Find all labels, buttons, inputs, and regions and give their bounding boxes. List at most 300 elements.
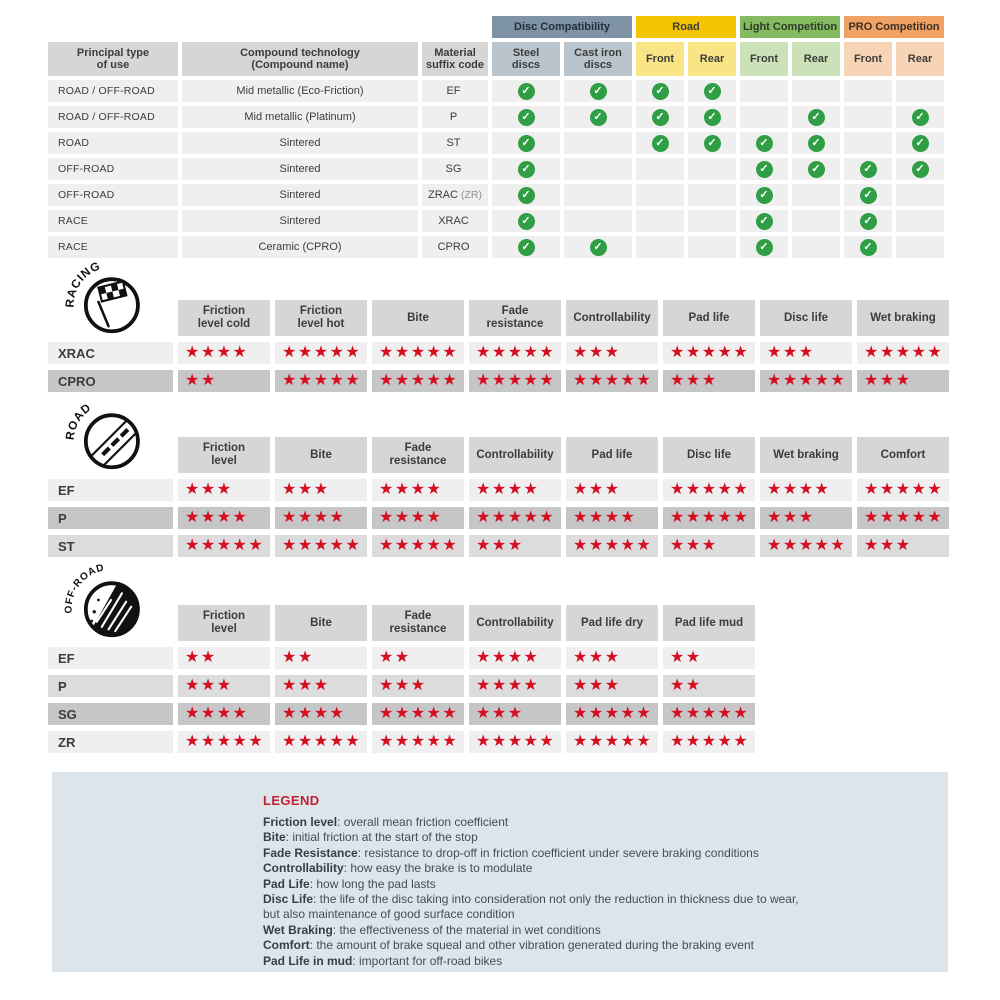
legend-item	[263, 907, 948, 922]
header-line: Rear	[803, 52, 829, 65]
header-line: Fade	[501, 305, 529, 317]
check-icon: ✓	[756, 213, 773, 230]
legend-title: LEGEND	[263, 793, 320, 808]
star-rating: ★★★	[857, 370, 949, 392]
offroad-icon	[64, 558, 148, 642]
star-rating: ★★★★★	[663, 731, 755, 753]
group-header-disc-compatibility: Disc Compatibility	[492, 16, 632, 38]
cell-check-light-front	[740, 80, 788, 102]
star-rating: ★★★★★	[275, 342, 367, 364]
cell-check-pro-front	[844, 132, 892, 154]
cell-check-steel	[492, 106, 560, 128]
column-header	[857, 437, 949, 473]
legend-item	[263, 892, 948, 907]
code-text: EF	[446, 85, 461, 97]
star-rating: ★★★★★	[469, 731, 561, 753]
col-header-cast-iron-discs	[564, 42, 632, 76]
check-icon: ✓	[652, 135, 669, 152]
row-label: CPRO	[48, 370, 173, 392]
cell-check-pro-front	[844, 184, 892, 206]
header-line: Compound technology	[240, 46, 360, 59]
legend	[52, 772, 948, 972]
header-line: Friction	[202, 442, 246, 454]
row-label: ST	[48, 535, 173, 557]
star-rating: ★★★★★	[178, 731, 270, 753]
cell-check-pro-front	[844, 210, 892, 232]
header-line: resistance	[389, 455, 447, 467]
column-header	[566, 437, 658, 473]
cell-check-pro-front	[844, 106, 892, 128]
star-rating: ★★★	[663, 370, 755, 392]
road-rating-table	[48, 437, 949, 557]
check-icon: ✓	[518, 239, 535, 256]
row-label: XRAC	[48, 342, 173, 364]
check-icon: ✓	[590, 83, 607, 100]
cell-check-pro-rear	[896, 106, 944, 128]
section-offroad	[48, 562, 755, 753]
cell-principal-use: OFF-ROAD	[48, 184, 178, 206]
cell-check-road-rear	[688, 132, 736, 154]
check-icon: ✓	[756, 239, 773, 256]
cell-material-code	[422, 158, 488, 180]
header-line: of use	[96, 59, 130, 71]
legend-content	[52, 772, 948, 969]
compatibility-table	[48, 16, 944, 258]
header-line: Friction	[202, 305, 246, 317]
star-rating: ★★★★★	[469, 507, 561, 529]
check-icon: ✓	[860, 213, 877, 230]
code-note: (ZR)	[460, 189, 482, 201]
check-icon: ✓	[912, 161, 929, 178]
row-label: P	[48, 507, 173, 529]
cell-check-road-front	[636, 132, 684, 154]
star-rating: ★★★★★	[857, 479, 949, 501]
star-rating: ★★★★★	[663, 342, 755, 364]
cell-check-cast-iron	[564, 236, 632, 258]
star-rating: ★★★★★	[857, 342, 949, 364]
header-line: Pad life mud	[674, 616, 744, 629]
row-label: SG	[48, 703, 173, 725]
cell-check-pro-rear	[896, 236, 944, 258]
star-rating: ★★★	[178, 675, 270, 697]
column-header	[178, 605, 270, 641]
legend-item	[263, 846, 948, 861]
cell-check-pro-rear	[896, 158, 944, 180]
star-rating: ★★★	[663, 535, 755, 557]
legend-item	[263, 938, 948, 953]
check-icon: ✓	[860, 161, 877, 178]
header-line: discs	[511, 59, 541, 71]
star-rating: ★★★★	[372, 479, 464, 501]
cell-compound: Sintered	[182, 184, 418, 206]
column-header	[372, 605, 464, 641]
legend-term: Bite	[263, 830, 286, 845]
check-icon: ✓	[590, 239, 607, 256]
cell-compound: Ceramic (CPRO)	[182, 236, 418, 258]
check-icon: ✓	[756, 187, 773, 204]
code-text: ST	[446, 137, 461, 149]
header-line: Fade	[404, 610, 432, 622]
star-rating: ★★★★★	[178, 535, 270, 557]
code-text: CPRO	[437, 241, 470, 253]
header-line: Wet braking	[870, 311, 936, 324]
row-label: ZR	[48, 731, 173, 753]
cell-check-pro-front	[844, 158, 892, 180]
cell-check-road-front	[636, 158, 684, 180]
star-rating: ★★	[178, 647, 270, 669]
header-line: Rear	[699, 52, 725, 65]
header-line: Bite	[407, 311, 429, 324]
cell-check-cast-iron	[564, 106, 632, 128]
section-racing	[48, 259, 949, 392]
racing-icon	[64, 254, 148, 338]
star-rating: ★★★	[566, 479, 658, 501]
legend-desc: : how long the pad lasts	[309, 876, 436, 891]
cell-principal-use: RACE	[48, 236, 178, 258]
header-line: Bite	[310, 616, 332, 629]
code-text: SG	[445, 163, 462, 175]
star-rating: ★★★	[469, 703, 561, 725]
header-line: discs	[583, 59, 613, 71]
check-icon: ✓	[518, 135, 535, 152]
column-header	[275, 605, 367, 641]
legend-item	[263, 815, 948, 830]
cell-check-light-rear	[792, 184, 840, 206]
check-icon: ✓	[518, 161, 535, 178]
cell-check-road-rear	[688, 184, 736, 206]
header-line: Bite	[310, 448, 332, 461]
cell-check-cast-iron	[564, 210, 632, 232]
legend-desc: : how easy the brake is to modulate	[343, 861, 533, 876]
check-icon: ✓	[860, 239, 877, 256]
row-label: EF	[48, 647, 173, 669]
star-rating: ★★★★★	[663, 703, 755, 725]
row-label: EF	[48, 479, 173, 501]
check-icon: ✓	[912, 109, 929, 126]
col-header-light-front	[740, 42, 788, 76]
cell-check-light-rear	[792, 80, 840, 102]
column-header	[178, 300, 270, 336]
star-rating: ★★★★★	[469, 370, 561, 392]
legend-desc: : the effectiveness of the material in wet conditions	[332, 922, 601, 937]
cell-principal-use: RACE	[48, 210, 178, 232]
column-header	[469, 437, 561, 473]
group-header-spacer	[48, 16, 488, 38]
star-rating: ★★★★	[760, 479, 852, 501]
legend-item	[263, 861, 948, 876]
cell-check-light-front	[740, 184, 788, 206]
section-road	[48, 400, 949, 557]
star-rating: ★★★★★	[275, 535, 367, 557]
legend-desc: : resistance to drop-off in friction coefficient under severe braking conditions	[357, 845, 759, 860]
star-rating: ★★★★	[372, 507, 464, 529]
legend-term: Disc Life	[263, 892, 314, 907]
column-header	[663, 300, 755, 336]
header-line: Wet braking	[773, 448, 839, 461]
cell-check-cast-iron	[564, 184, 632, 206]
column-header	[469, 300, 561, 336]
header-line: (Compound name)	[251, 59, 349, 71]
column-header	[275, 437, 367, 473]
star-rating: ★★★	[760, 507, 852, 529]
cell-check-light-front	[740, 236, 788, 258]
row-label: P	[48, 675, 173, 697]
legend-item	[263, 830, 948, 845]
star-rating: ★★★★★	[372, 342, 464, 364]
legend-item	[263, 954, 948, 969]
cell-check-road-rear	[688, 210, 736, 232]
star-rating: ★★★★★	[372, 370, 464, 392]
legend-item	[263, 877, 948, 892]
cell-material-code	[422, 236, 488, 258]
col-header-light-rear	[792, 42, 840, 76]
cell-check-pro-rear	[896, 210, 944, 232]
cell-material-code	[422, 184, 488, 206]
star-rating: ★★★★	[469, 675, 561, 697]
legend-desc: : the amount of brake squeal and other vibration generated during the braking event	[309, 938, 754, 953]
column-header	[372, 300, 464, 336]
check-icon: ✓	[518, 83, 535, 100]
check-icon: ✓	[518, 187, 535, 204]
star-rating: ★★	[372, 647, 464, 669]
cell-check-steel	[492, 158, 560, 180]
legend-term: Fade Resistance	[263, 845, 358, 860]
col-header-compound	[182, 42, 418, 76]
cell-principal-use: ROAD / OFF-ROAD	[48, 106, 178, 128]
cell-check-steel	[492, 184, 560, 206]
col-header-material-code	[422, 42, 488, 76]
cell-check-light-rear	[792, 236, 840, 258]
column-header	[663, 605, 755, 641]
star-rating: ★★★	[372, 675, 464, 697]
star-rating: ★★★	[275, 675, 367, 697]
code-text: ZRAC	[428, 189, 458, 201]
cell-check-steel	[492, 132, 560, 154]
cell-check-cast-iron	[564, 80, 632, 102]
check-icon: ✓	[518, 213, 535, 230]
star-rating: ★★★★★	[663, 507, 755, 529]
legend-term: Friction level	[263, 815, 338, 829]
cell-check-light-front	[740, 210, 788, 232]
column-header	[663, 437, 755, 473]
star-rating: ★★★★★	[372, 731, 464, 753]
check-icon: ✓	[808, 135, 825, 152]
header-line: Principal type	[76, 46, 150, 59]
legend-term: Comfort	[263, 938, 310, 953]
header-line: Friction	[299, 305, 343, 317]
cell-compound: Sintered	[182, 132, 418, 154]
star-rating: ★★★★★	[760, 370, 852, 392]
check-icon: ✓	[860, 187, 877, 204]
star-rating: ★★★★★	[372, 535, 464, 557]
section-label-racing: RACING	[63, 259, 103, 308]
legend-desc: : important for off-road bikes	[352, 953, 503, 968]
star-rating: ★★★★★	[663, 479, 755, 501]
star-rating: ★★★★	[566, 507, 658, 529]
legend-desc: but also maintenance of good surface condition	[263, 907, 515, 922]
legend-desc: : the life of the disc taking into consideration not only the reduction in thickness due to wear,	[313, 892, 799, 907]
header-line: Comfort	[880, 448, 926, 461]
header-line: Controllability	[476, 616, 554, 629]
check-icon: ✓	[808, 109, 825, 126]
star-rating: ★★★★★	[275, 370, 367, 392]
section-label-road: ROAD	[63, 400, 94, 441]
col-header-principal-use	[48, 42, 178, 76]
cell-material-code	[422, 132, 488, 154]
cell-material-code	[422, 210, 488, 232]
cell-check-steel	[492, 80, 560, 102]
header-line: Disc life	[686, 448, 732, 461]
header-line: Steel	[512, 46, 540, 59]
header-line: Pad life	[591, 448, 633, 461]
header-line: level	[211, 455, 237, 467]
offroad-rating-table	[48, 605, 755, 753]
road-icon	[64, 390, 148, 474]
cell-check-light-front	[740, 158, 788, 180]
legend-term: Controllability	[263, 861, 344, 876]
column-header	[566, 605, 658, 641]
star-rating: ★★★★	[469, 479, 561, 501]
header-line: level hot	[297, 318, 345, 330]
star-rating: ★★	[663, 647, 755, 669]
header-line: resistance	[486, 318, 544, 330]
header-line: Front	[749, 52, 779, 65]
star-rating: ★★★★★	[566, 370, 658, 392]
star-rating: ★★★	[178, 479, 270, 501]
cell-check-pro-rear	[896, 80, 944, 102]
star-rating: ★★★	[566, 675, 658, 697]
cell-check-road-front	[636, 210, 684, 232]
cell-check-cast-iron	[564, 132, 632, 154]
code-text: P	[449, 111, 458, 123]
check-icon: ✓	[704, 135, 721, 152]
cell-material-code	[422, 106, 488, 128]
header-line: Disc life	[783, 311, 829, 324]
group-header-light-competition: Light Competition	[740, 16, 840, 38]
cell-check-pro-front	[844, 236, 892, 258]
legend-desc: : initial friction at the start of the stop	[285, 830, 478, 845]
cell-check-road-front	[636, 236, 684, 258]
star-rating: ★★★	[469, 535, 561, 557]
cell-check-road-rear	[688, 158, 736, 180]
cell-material-code	[422, 80, 488, 102]
legend-term: Pad Life	[263, 876, 310, 891]
header-line: resistance	[389, 623, 447, 635]
header-line: Cast iron	[574, 46, 622, 59]
star-rating: ★★★	[275, 479, 367, 501]
col-header-steel-discs	[492, 42, 560, 76]
star-rating: ★★★★★	[566, 731, 658, 753]
column-header	[857, 300, 949, 336]
cell-principal-use: ROAD / OFF-ROAD	[48, 80, 178, 102]
column-header	[566, 300, 658, 336]
cell-check-road-front	[636, 80, 684, 102]
check-icon: ✓	[756, 161, 773, 178]
cell-check-cast-iron	[564, 158, 632, 180]
column-header	[469, 605, 561, 641]
header-line: Material	[434, 46, 476, 59]
cell-check-light-rear	[792, 106, 840, 128]
star-rating: ★★★★★	[760, 535, 852, 557]
star-rating: ★★	[663, 675, 755, 697]
header-line: level cold	[197, 318, 251, 330]
star-rating: ★★	[275, 647, 367, 669]
check-icon: ✓	[808, 161, 825, 178]
check-icon: ✓	[518, 109, 535, 126]
header-line: Pad life dry	[581, 616, 643, 629]
cell-check-light-front	[740, 132, 788, 154]
column-header	[760, 300, 852, 336]
section-label-offroad: OFF-ROAD	[63, 562, 106, 614]
cell-compound: Mid metallic (Eco-Friction)	[182, 80, 418, 102]
check-icon: ✓	[590, 109, 607, 126]
header-line: Rear	[907, 52, 933, 65]
cell-compound: Sintered	[182, 158, 418, 180]
cell-compound: Mid metallic (Platinum)	[182, 106, 418, 128]
star-rating: ★★★★★	[566, 703, 658, 725]
header-line: level	[211, 623, 237, 635]
cell-check-pro-rear	[896, 184, 944, 206]
group-header-road: Road	[636, 16, 736, 38]
header-line: Fade	[404, 442, 432, 454]
cell-check-road-front	[636, 106, 684, 128]
cell-check-light-rear	[792, 158, 840, 180]
cell-check-steel	[492, 210, 560, 232]
col-header-road-front	[636, 42, 684, 76]
header-line: Controllability	[573, 311, 651, 324]
star-rating: ★★★★★	[566, 535, 658, 557]
star-rating: ★★★★	[275, 703, 367, 725]
column-header	[372, 437, 464, 473]
star-rating: ★★★★	[275, 507, 367, 529]
cell-check-light-front	[740, 106, 788, 128]
cell-check-road-rear	[688, 80, 736, 102]
header-line: suffix code	[425, 59, 485, 71]
star-rating: ★★★★	[469, 647, 561, 669]
check-icon: ✓	[704, 83, 721, 100]
check-icon: ✓	[704, 109, 721, 126]
star-rating: ★★★	[566, 342, 658, 364]
group-header-pro-competition: PRO Competition	[844, 16, 944, 38]
legend-desc: : overall mean friction coefficient	[337, 815, 509, 829]
cell-principal-use: ROAD	[48, 132, 178, 154]
legend-term: Pad Life in mud	[263, 953, 353, 968]
cell-check-steel	[492, 236, 560, 258]
star-rating: ★★★★	[178, 342, 270, 364]
star-rating: ★★★★	[178, 703, 270, 725]
col-header-pro-front	[844, 42, 892, 76]
cell-check-road-rear	[688, 106, 736, 128]
legend-item	[263, 923, 948, 938]
star-rating: ★★★★★	[275, 731, 367, 753]
column-header	[760, 437, 852, 473]
star-rating: ★★★	[760, 342, 852, 364]
code-text: XRAC	[438, 215, 469, 227]
header-line: Front	[645, 52, 675, 65]
header-line: Front	[853, 52, 883, 65]
check-icon: ✓	[912, 135, 929, 152]
header-line: Pad life	[688, 311, 730, 324]
column-header	[178, 437, 270, 473]
cell-check-light-rear	[792, 210, 840, 232]
check-icon: ✓	[652, 83, 669, 100]
cell-check-road-front	[636, 184, 684, 206]
col-header-pro-rear	[896, 42, 944, 76]
cell-compound: Sintered	[182, 210, 418, 232]
star-rating: ★★★★	[178, 507, 270, 529]
star-rating: ★★★	[857, 535, 949, 557]
star-rating: ★★★★★	[372, 703, 464, 725]
